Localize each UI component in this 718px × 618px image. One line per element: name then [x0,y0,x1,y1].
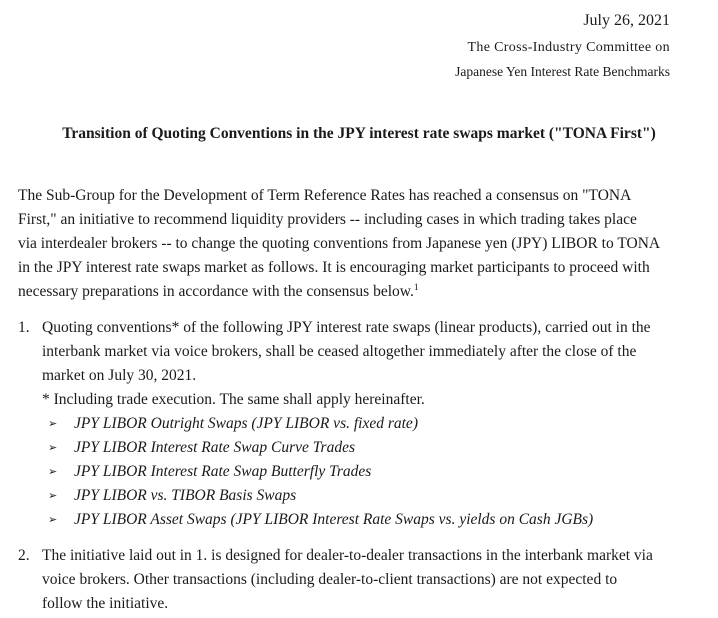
footnote-reference[interactable]: 1 [413,282,419,293]
list-item [48,484,593,508]
list-item-text: JPY LIBOR Interest Rate Swap Butterfly Trades [74,463,372,480]
item-number: 1. [18,319,30,336]
item-2-line: follow the initiative. [42,595,169,612]
document-date: July 26, 2021 [583,12,670,29]
item-1-line: market on July 30, 2021. [42,367,197,384]
item-1-line: Quoting conventions* of the following JPY interest rate swaps (linear products), carried out in the [42,319,651,336]
list-item-text: JPY LIBOR Interest Rate Swap Curve Trades [74,439,355,456]
item-2-text [42,544,669,616]
arrow-bullet-icon: ➢ [48,466,58,478]
item-2-line: voice brokers. Other transactions (including dealer-to-client transactions) are not expected to [42,571,618,588]
item-1-text [42,316,669,388]
trade-execution-note: * Including trade execution. The same shall apply hereinafter. [42,391,425,408]
item-number: 2. [18,547,30,564]
document-title: Transition of Quoting Conventions in the JPY interest rate swaps market ("TONA First") [62,125,656,142]
intro-line: in the JPY interest rate swaps market as follows. It is encouraging market participants to proceed with [18,259,650,276]
committee-name-line1: The Cross-Industry Committee on [467,40,670,55]
arrow-bullet-icon: ➢ [48,490,58,502]
list-item-text: JPY LIBOR Asset Swaps (JPY LIBOR Interest Rate Swaps vs. yields on Cash JGBs) [74,511,594,528]
committee-name-line2: Japanese Yen Interest Rate Benchmarks [455,64,670,79]
item-1-line: interbank market via voice brokers, shall be ceased altogether immediately after the close of the [42,343,637,360]
arrow-bullet-icon: ➢ [48,514,58,526]
arrow-bullet-icon: ➢ [48,418,58,430]
list-item [48,436,593,460]
item-2-line: The initiative laid out in 1. is designed for dealer-to-dealer transactions in the interbank market via [42,547,653,564]
list-item [48,412,593,436]
list-item [48,460,593,484]
intro-line: The Sub-Group for the Development of Term Reference Rates has reached a consensus on "TONA [18,187,632,204]
list-item-text: JPY LIBOR Outright Swaps (JPY LIBOR vs. fixed rate) [74,415,418,432]
list-item [48,508,593,532]
intro-line: via interdealer brokers -- to change the quoting conventions from Japanese yen (JPY) LIBOR to TONA [18,235,661,252]
arrow-bullet-icon: ➢ [48,442,58,454]
list-item-text: JPY LIBOR vs. TIBOR Basis Swaps [74,487,297,504]
intro-line [18,280,668,304]
intro-paragraph [18,184,668,304]
intro-line-text: necessary preparations in accordance with the consensus below. [18,283,414,300]
intro-line: First," an initiative to recommend liquidity providers -- including cases in which trading takes place [18,211,637,228]
swap-types-list [48,412,593,532]
